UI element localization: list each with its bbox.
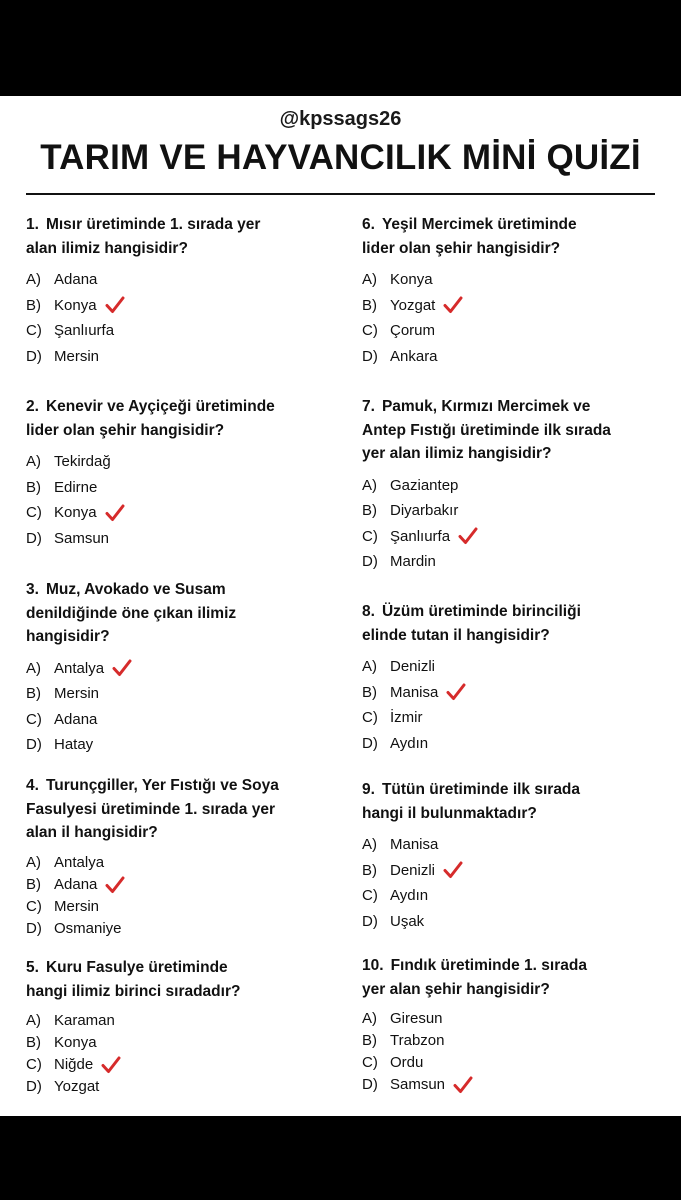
option-text: Konya [54, 296, 97, 314]
option-text: Adana [54, 710, 98, 728]
option-a [26, 852, 326, 874]
option-text: Mersin [54, 685, 100, 702]
option-b [362, 680, 662, 706]
option-letter: B) [362, 861, 377, 879]
question-number: 10. [362, 957, 384, 974]
question-number: 1. [26, 216, 39, 233]
option-list [362, 267, 662, 369]
option-c [362, 1052, 662, 1074]
option-text: Aydın [390, 887, 429, 904]
option-b [26, 874, 326, 896]
question-line: hangi ilimiz birinci sıradadır? [26, 982, 241, 1000]
check-mark-icon [101, 1056, 121, 1074]
option-list [362, 832, 662, 934]
question-line: Fasulyesi üretiminde 1. sırada yer [26, 800, 275, 818]
title-divider [26, 193, 655, 195]
option-c [26, 500, 326, 526]
option-text: Antalya [54, 853, 105, 871]
question-3 [26, 578, 326, 758]
option-b [362, 498, 662, 524]
option-a [362, 654, 662, 680]
question-number: 3. [26, 581, 39, 598]
check-mark-icon [443, 861, 463, 879]
option-c [26, 1054, 326, 1076]
option-text: Adana [54, 875, 98, 893]
option-text: Denizli [390, 658, 436, 675]
option-d [26, 1076, 326, 1098]
option-d [362, 344, 662, 370]
option-letter: C) [26, 1056, 42, 1073]
question-text [26, 774, 326, 845]
check-mark-icon [105, 296, 125, 314]
option-letter: D) [26, 919, 42, 937]
option-letter: B) [26, 875, 41, 893]
question-line: Tütün üretiminde ilk sırada [381, 781, 581, 798]
option-a [362, 832, 662, 858]
question-line: Yeşil Mercimek üretiminde [381, 216, 577, 233]
option-text: Denizli [390, 861, 436, 879]
option-b [26, 681, 326, 707]
question-number: 6. [362, 216, 375, 233]
option-text: Yozgat [54, 1078, 100, 1095]
option-letter: B) [362, 683, 377, 701]
question-line: Kuru Fasulye üretiminde [45, 959, 228, 976]
option-list [362, 654, 662, 756]
option-text: Çorum [390, 322, 436, 339]
option-text: Diyarbakır [390, 502, 459, 519]
option-d [26, 526, 326, 552]
option-letter: C) [26, 322, 42, 339]
option-letter: D) [362, 734, 378, 752]
option-letter: D) [26, 736, 42, 753]
option-text: Ordu [390, 1054, 424, 1071]
option-letter: C) [362, 709, 378, 726]
option-list [26, 1010, 326, 1098]
option-d [362, 909, 662, 935]
question-line: alan il hangisidir? [26, 824, 158, 841]
option-d [362, 731, 662, 757]
check-mark-icon [105, 876, 125, 894]
option-letter: A) [26, 853, 41, 871]
option-b [362, 858, 662, 884]
option-text: Mersin [54, 347, 100, 365]
question-6 [362, 213, 662, 369]
question-line: hangi il bulunmaktadır? [362, 804, 537, 822]
option-text: Manisa [390, 683, 439, 701]
option-text: Manisa [390, 836, 439, 853]
quiz-card [0, 96, 681, 1116]
option-letter: A) [362, 658, 377, 675]
option-text: Şanlıurfa [54, 322, 115, 339]
question-9 [362, 778, 662, 934]
option-list [362, 1008, 662, 1096]
option-text: Hatay [54, 736, 94, 753]
question-text [26, 213, 326, 260]
option-b [26, 293, 326, 319]
question-number: 8. [362, 603, 375, 620]
option-text: Samsun [54, 529, 110, 547]
option-c [362, 883, 662, 909]
question-text [362, 954, 662, 1001]
option-text: Trabzon [390, 1032, 445, 1049]
option-text: Edirne [54, 478, 98, 496]
option-letter: C) [362, 322, 378, 339]
question-line: Fındık üretiminde 1. sırada [390, 957, 587, 974]
check-mark-icon [453, 1076, 473, 1094]
question-number: 9. [362, 781, 375, 798]
question-line: yer alan ilimiz hangisidir? [362, 445, 552, 462]
option-text: Konya [390, 271, 433, 288]
option-d [26, 732, 326, 758]
option-letter: B) [362, 296, 377, 314]
account-handle: @kpssags26 [279, 108, 402, 130]
option-text: Antalya [54, 659, 105, 677]
option-a [362, 1008, 662, 1030]
option-letter: C) [362, 1054, 378, 1071]
option-a [362, 267, 662, 293]
option-a [362, 473, 662, 499]
option-text: Konya [54, 1034, 97, 1051]
option-letter: B) [26, 1034, 41, 1051]
option-d [26, 344, 326, 370]
question-text [362, 213, 662, 260]
question-line: yer alan şehir hangisidir? [362, 980, 550, 998]
question-text [26, 578, 326, 649]
option-letter: A) [362, 476, 377, 494]
option-b [362, 293, 662, 319]
option-letter: D) [362, 912, 378, 930]
option-list [26, 852, 326, 940]
question-text [362, 600, 662, 647]
option-c [362, 318, 662, 344]
option-text: Tekirdağ [54, 453, 111, 470]
option-text: Niğde [54, 1056, 94, 1073]
option-letter: B) [26, 478, 41, 496]
question-line: hangisidir? [26, 628, 110, 645]
question-line: Muz, Avokado ve Susam [45, 581, 226, 598]
option-c [362, 524, 662, 550]
check-mark-icon [458, 527, 478, 545]
option-c [362, 705, 662, 731]
question-line: denildiğinde öne çıkan ilimiz [26, 604, 237, 622]
question-line: Pamuk, Kırmızı Mercimek ve [381, 398, 591, 415]
option-c [26, 707, 326, 733]
option-text: Konya [54, 504, 97, 521]
option-a [26, 267, 326, 293]
option-letter: A) [26, 271, 41, 288]
question-2 [26, 395, 326, 551]
quiz-title: TARIM VE HAYVANCILIK MİNİ QUİZİ [40, 138, 641, 177]
question-4 [26, 774, 326, 940]
option-list [26, 656, 326, 758]
option-list [362, 473, 662, 575]
option-letter: D) [362, 1076, 378, 1093]
question-text [26, 395, 326, 442]
option-text: Aydın [390, 734, 429, 752]
question-line: alan ilimiz hangisidir? [26, 239, 188, 257]
question-line: Üzüm üretiminde birinciliği [381, 603, 581, 620]
question-line: lider olan şehir hangisidir? [362, 239, 561, 257]
question-5 [26, 956, 326, 1098]
check-mark-icon [446, 683, 466, 701]
option-a [26, 1010, 326, 1032]
option-letter: D) [26, 1078, 42, 1095]
question-1 [26, 213, 326, 369]
question-number: 5. [26, 959, 39, 976]
question-7 [362, 395, 662, 575]
question-line: lider olan şehir hangisidir? [26, 421, 225, 439]
option-text: Yozgat [390, 296, 436, 314]
option-letter: D) [362, 553, 378, 570]
option-a [26, 449, 326, 475]
option-text: Ankara [390, 347, 438, 365]
option-letter: C) [362, 887, 378, 904]
question-text [26, 956, 326, 1003]
option-text: Adana [54, 271, 98, 288]
check-mark-icon [112, 659, 132, 677]
option-letter: B) [26, 685, 41, 702]
option-b [362, 1030, 662, 1052]
option-text: Karaman [54, 1012, 115, 1029]
option-text: Samsun [390, 1076, 446, 1093]
option-letter: A) [362, 271, 377, 288]
option-text: Mardin [390, 553, 436, 570]
question-text [362, 778, 662, 825]
question-line: elinde tutan il hangisidir? [362, 626, 550, 644]
option-a [26, 656, 326, 682]
option-text: Mersin [54, 897, 100, 915]
question-line: Antep Fıstığı üretiminde ilk sırada [362, 421, 611, 439]
option-b [26, 475, 326, 501]
option-text: Osmaniye [54, 919, 122, 937]
question-text [362, 395, 662, 466]
option-text: Gaziantep [390, 476, 459, 494]
option-letter: B) [26, 296, 41, 314]
check-mark-icon [105, 504, 125, 522]
option-c [26, 318, 326, 344]
option-letter: C) [362, 527, 378, 545]
question-number: 2. [26, 398, 39, 415]
question-number: 4. [26, 777, 39, 794]
question-number: 7. [362, 398, 375, 415]
option-letter: B) [362, 1032, 377, 1049]
option-letter: C) [26, 710, 42, 728]
option-letter: A) [362, 836, 377, 853]
option-letter: A) [26, 453, 41, 470]
option-list [26, 267, 326, 369]
option-b [26, 1032, 326, 1054]
option-text: Şanlıurfa [390, 527, 451, 545]
option-letter: D) [26, 347, 42, 365]
option-letter: D) [362, 347, 378, 365]
option-letter: C) [26, 897, 42, 915]
option-c [26, 896, 326, 918]
option-d [362, 1074, 662, 1096]
option-letter: B) [362, 502, 377, 519]
question-line: Kenevir ve Ayçiçeği üretiminde [45, 398, 275, 415]
question-line: Mısır üretiminde 1. sırada yer [45, 216, 261, 233]
check-mark-icon [443, 296, 463, 314]
option-letter: A) [26, 1012, 41, 1029]
option-letter: A) [362, 1010, 377, 1027]
option-letter: C) [26, 504, 42, 521]
option-letter: D) [26, 529, 42, 547]
option-d [362, 549, 662, 575]
question-8 [362, 600, 662, 756]
option-text: Giresun [390, 1010, 443, 1027]
question-line: Turunçgiller, Yer Fıstığı ve Soya [45, 777, 279, 794]
option-d [26, 918, 326, 940]
option-letter: A) [26, 659, 41, 677]
question-10 [362, 954, 662, 1096]
option-list [26, 449, 326, 551]
option-text: İzmir [390, 709, 423, 726]
option-text: Uşak [390, 912, 425, 930]
